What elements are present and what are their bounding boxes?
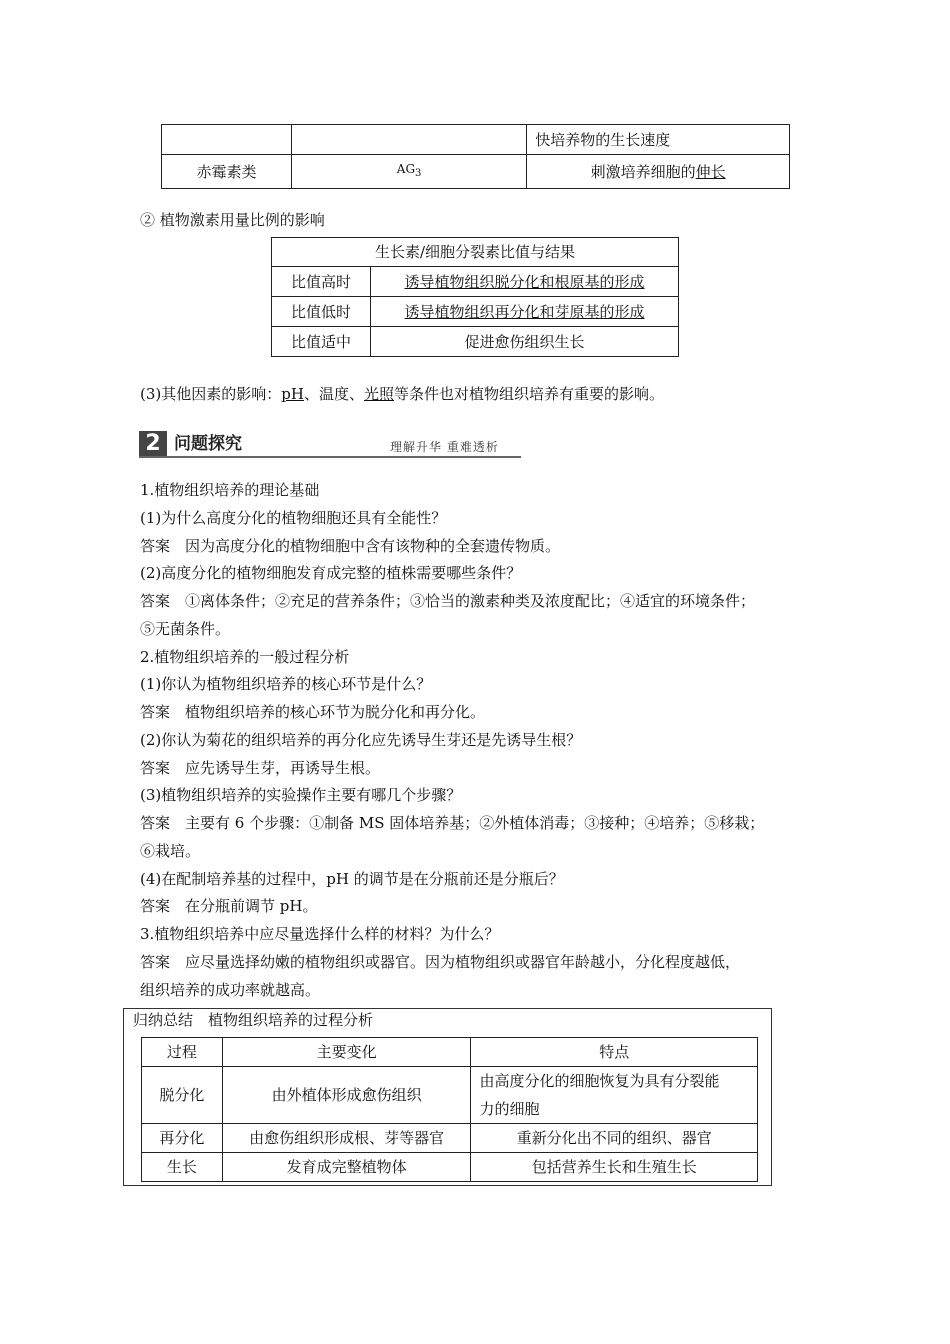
table-row — [272, 327, 679, 357]
answer-continued: 组织培养的成功率就越高。 — [140, 981, 321, 999]
question: (1)你认为植物组织培养的核心环节是什么？ — [140, 675, 432, 693]
answer-continued: ⑥栽培。 — [140, 842, 201, 860]
change-cell: 发育成完整植物体 — [222, 1153, 471, 1182]
table-cell: 快培养物的生长速度 — [527, 125, 790, 155]
section-number-badge: 2 — [139, 431, 167, 457]
answer: 答案 ①离体条件；②充足的营养条件；③恰当的激素种类及浓度配比；④适宜的环境条件； — [140, 592, 756, 610]
row-label: 比值适中 — [272, 327, 371, 357]
subscript: 3 — [415, 168, 422, 179]
answer: 答案 应先诱导生芽，再诱导生根。 — [140, 759, 381, 777]
summary-table — [141, 1037, 758, 1182]
section-subtitle: 理解升华 重难透析 — [390, 440, 499, 454]
question: (4)在配制培养基的过程中，pH 的调节是在分瓶前还是分瓶后？ — [140, 870, 564, 888]
ratio-heading: ② 植物激素用量比例的影响 — [140, 211, 325, 229]
question: (1)为什么高度分化的植物细胞还具有全能性？ — [140, 509, 447, 527]
table-header: 特点 — [471, 1038, 758, 1067]
feature-cell: 包括营养生长和生殖生长 — [471, 1153, 758, 1182]
question-heading: 2.植物组织培养的一般过程分析 — [140, 648, 350, 666]
text-part: (3)其他因素的影响： — [140, 385, 282, 403]
underlined-term: 光照 — [363, 385, 394, 403]
row-label: 比值高时 — [272, 267, 371, 297]
table-cell: 赤霉素类 — [162, 155, 292, 189]
table-header-row — [272, 238, 679, 267]
answer: 答案 主要有 6 个步骤：①制备 MS 固体培养基；②外植体消毒；③接种；④培养；⑤移栽； — [140, 814, 765, 832]
text-part: 等条件也对植物组织培养有重要的影响。 — [393, 385, 664, 403]
table-cell — [291, 125, 526, 155]
summary-title: 归纳总结 植物组织培养的过程分析 — [133, 1011, 374, 1029]
table-row — [142, 1067, 758, 1124]
text-part: 、温度、 — [303, 385, 364, 403]
answer-continued: ⑤无菌条件。 — [140, 620, 231, 638]
feature-cell — [471, 1067, 758, 1124]
question: (2)高度分化的植物细胞发育成完整的植株需要哪些条件？ — [140, 564, 522, 582]
underlined-term: pH — [281, 385, 304, 403]
feature-line: 力的细胞 — [479, 1100, 540, 1118]
cell-text: 刺激培养细胞的 — [590, 162, 696, 181]
table-header-row — [142, 1038, 758, 1067]
row-result: 诱导植物组织脱分化和根原基的形成 — [371, 267, 679, 297]
row-result: 促进愈伤组织生长 — [371, 327, 679, 357]
hormone-name: AG — [396, 162, 416, 176]
ratio-table — [271, 237, 679, 357]
answer: 答案 植物组织培养的核心环节为脱分化和再分化。 — [140, 703, 486, 721]
table-cell — [527, 155, 790, 189]
summary-box — [123, 1008, 772, 1186]
change-cell: 由愈伤组织形成根、芽等器官 — [222, 1124, 471, 1153]
other-factors — [140, 384, 664, 404]
process-cell: 生长 — [142, 1153, 223, 1182]
answer: 答案 应尽量选择幼嫩的植物组织或器官。因为植物组织或器官年龄越小，分化程度越低， — [140, 953, 741, 971]
table-row — [162, 125, 790, 155]
answer: 答案 因为高度分化的植物细胞中含有该物种的全套遗传物质。 — [140, 537, 561, 555]
row-result: 诱导植物组织再分化和芽原基的形成 — [371, 297, 679, 327]
table-row — [272, 297, 679, 327]
question: (3)植物组织培养的实验操作主要有哪几个步骤？ — [140, 786, 462, 804]
change-cell: 由外植体形成愈伤组织 — [222, 1067, 471, 1124]
table-header: 过程 — [142, 1038, 223, 1067]
table-cell — [162, 125, 292, 155]
answer: 答案 在分瓶前调节 pH。 — [140, 897, 318, 915]
table-row — [162, 155, 790, 189]
question-heading: 1.植物组织培养的理论基础 — [140, 481, 320, 499]
process-cell: 脱分化 — [142, 1067, 223, 1124]
underlined-term: 伸长 — [695, 162, 726, 181]
feature-cell: 重新分化出不同的组织、器官 — [471, 1124, 758, 1153]
table-header: 主要变化 — [222, 1038, 471, 1067]
feature-line: 由高度分化的细胞恢复为具有分裂能 — [479, 1072, 720, 1090]
table-header: 生长素/细胞分裂素比值与结果 — [272, 238, 679, 267]
table-cell — [291, 155, 526, 189]
section-title: 问题探究 — [174, 434, 242, 454]
hormone-table — [161, 124, 790, 189]
question-heading: 3.植物组织培养中应尽量选择什么样的材料？为什么？ — [140, 925, 500, 943]
process-cell: 再分化 — [142, 1124, 223, 1153]
table-row — [142, 1124, 758, 1153]
table-row — [272, 267, 679, 297]
section-divider — [139, 456, 521, 458]
row-label: 比值低时 — [272, 297, 371, 327]
table-row — [142, 1153, 758, 1182]
question: (2)你认为菊花的组织培养的再分化应先诱导生芽还是先诱导生根？ — [140, 731, 582, 749]
